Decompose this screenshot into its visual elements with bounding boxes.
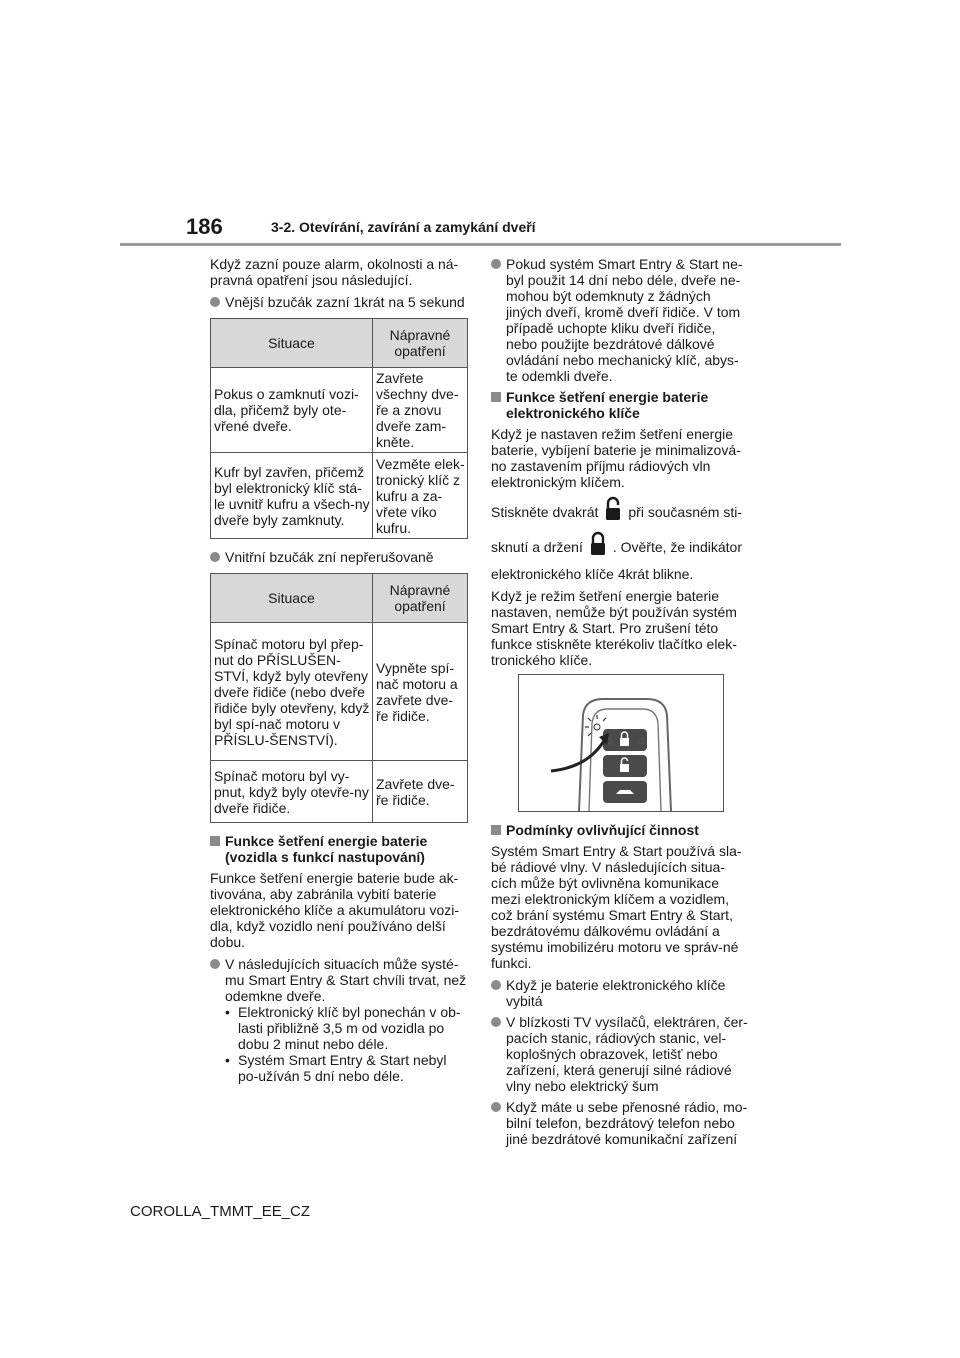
- table-header-row: [211, 319, 468, 368]
- bullet-inner-buzzer: Vnitřní bzučák zní nepřerušovaně: [210, 549, 468, 565]
- list-bullet: •: [225, 1052, 230, 1068]
- table-row: [211, 623, 468, 761]
- table-row: [211, 761, 468, 823]
- heading-key-battery-saving: Funkce šetření energie baterie elektronického klíče: [491, 389, 749, 421]
- press-text-a: Stiskněte dvakrát: [491, 504, 599, 521]
- table-cell-remedy: Zavřete všechny dve-ře a znovu dveře zam-kněte.: [373, 368, 468, 453]
- list-item: Když máte u sebe přenosné rádio, mo-bilní telefon, bezdrátový telefon nebo jiné bezdrátové komunikační zařízení: [491, 1099, 749, 1147]
- table-cell-situation: Spínač motoru byl vy-pnut, když byly otevře-ny dveře řidiče.: [211, 761, 373, 823]
- unlock-button-icon: [589, 531, 607, 566]
- table-header-situation: Situace: [211, 574, 373, 623]
- list-item: [210, 1052, 468, 1084]
- list-item: Když je baterie elektronického klíče vybitá: [491, 977, 749, 1009]
- list-item: [210, 1004, 468, 1052]
- list-bullet: •: [225, 1004, 230, 1020]
- bullet-outer-buzzer: Vnější bzučák zazní 1krát na 5 sekund: [210, 294, 468, 310]
- table-outer-buzzer: [210, 318, 468, 539]
- key-fob-illustration: [518, 674, 724, 812]
- press-instructions: [491, 496, 749, 566]
- footer-code: COROLLA_TMMT_EE_CZ: [130, 1203, 311, 1220]
- key-fob-icon: [519, 675, 723, 811]
- heading-operating-conditions: Podmínky ovlivňující činnost: [491, 822, 749, 838]
- saving-mode-paragraph: Když je režim šetření energie baterie nastaven, nemůže být používán systém Smart Entry & Start. Pro zrušení této funkce stiskněte kterékoliv tlačítko elek-tronického klíče.: [491, 588, 737, 668]
- table-cell-situation: Kufr byl zavřen, přičemž byl elektronický klíč stá-le uvnitř kufru a všech-ny dveře byly zamknuty.: [211, 453, 373, 539]
- table-row: [211, 453, 468, 539]
- page-number: 186: [186, 214, 223, 239]
- table-header-row: [211, 574, 468, 623]
- conditions-paragraph: Systém Smart Entry & Start používá sla-bé rádiové vlny. V následujících situa-cích může být ovlivněna komunikace mezi elektronickým klíčem a vozidlem, což brání systému Smart Entry & Start, bezdrátovému dálkovému ovládání a systému imobilizéru motoru ve správ-né funkci.: [491, 843, 742, 971]
- table-header-situation: Situace: [211, 319, 373, 368]
- table-cell-situation: Pokus o zamknutí vozi-dla, přičemž byly ote-vřené dveře.: [211, 368, 373, 453]
- table-inner-buzzer: [210, 573, 468, 823]
- battery-saving-paragraph: Funkce šetření energie baterie bude ak-tivována, aby zabránila vybití baterie elektronického klíče a akumulátoru vozi-dla, když vozidlo není používáno delší dobu.: [210, 870, 460, 950]
- table-header-remedy: Nápravné opatření: [373, 319, 468, 368]
- table-header-remedy: Nápravné opatření: [373, 574, 468, 623]
- intro-paragraph: Když zazní pouze alarm, okolnosti a ná-pravná opatření jsou následující.: [210, 256, 459, 288]
- heading-battery-saving-vehicle: Funkce šetření energie baterie (vozidla s funkcí nastupování): [210, 833, 468, 865]
- table-row: [211, 368, 468, 453]
- bullet-delay-situations: V následujících situacích může systé-mu Smart Entry & Start chvíli trvat, než odemkne dveře.: [210, 956, 468, 1004]
- key-battery-paragraph: Když je nastaven režim šetření energie baterie, vybíjení baterie je minimalizová-no zastavením příjmu rádiových vln elektronickým klíčem.: [491, 426, 741, 490]
- press-text-c: sknutí a držení: [491, 539, 583, 556]
- section-title: 3-2. Otevírání, zavírání a zamykání dveří: [271, 219, 536, 235]
- table-cell-remedy: Vypněte spí-nač motoru a zavřete dve-ře řidiče.: [373, 623, 468, 761]
- table-cell-remedy: Zavřete dve-ře řidiče.: [373, 761, 468, 823]
- list-item-text: Systém Smart Entry & Start nebyl po-užíván 5 dní nebo déle.: [238, 1052, 447, 1084]
- press-text-d: . Ověřte, že indikátor: [612, 539, 742, 556]
- left-column: [210, 256, 468, 1084]
- list-item-text: Elektronický klíč byl ponechán v ob-lasti přibližně 3,5 m od vozidla po dobu 2 minut nebo déle.: [238, 1004, 461, 1052]
- press-text-b: při současném sti-: [628, 504, 742, 521]
- press-instructions-end: elektronického klíče 4krát blikne.: [491, 566, 694, 582]
- lock-button-icon: [604, 496, 622, 531]
- table-cell-situation: Spínač motoru byl přep-nut do PŘÍSLUŠEN-STVÍ, když byly otevřeny dveře řidiče (nebo dveře řidiče byly otevřeny, když byl spí-nač motoru v PŘÍSLU-ŠENSTVÍ).: [211, 623, 373, 761]
- table-cell-remedy: Vezměte elek-tronický klíč z kufru a za-vřete víko kufru.: [373, 453, 468, 539]
- bullet-14-days: Pokud systém Smart Entry & Start ne-byl použit 14 dní nebo déle, dveře ne-mohou být odemknuty z žádných jiných dveří, kromě dveří řidiče. V tom případě uchopte kliku dveří řidiče, nebo použijte bezdrátové dálkové ovládání nebo mechanický klíč, abys-te odemkli dveře.: [491, 256, 749, 384]
- header-divider: [120, 243, 841, 246]
- list-item: V blízkosti TV vysílačů, elektráren, čer-pacích stanic, rádiových stanic, vel-koplošných obrazovek, letišť nebo zařízení, která generují silné rádiové vlny nebo elektrický šum: [491, 1014, 749, 1094]
- right-column: [491, 256, 749, 1152]
